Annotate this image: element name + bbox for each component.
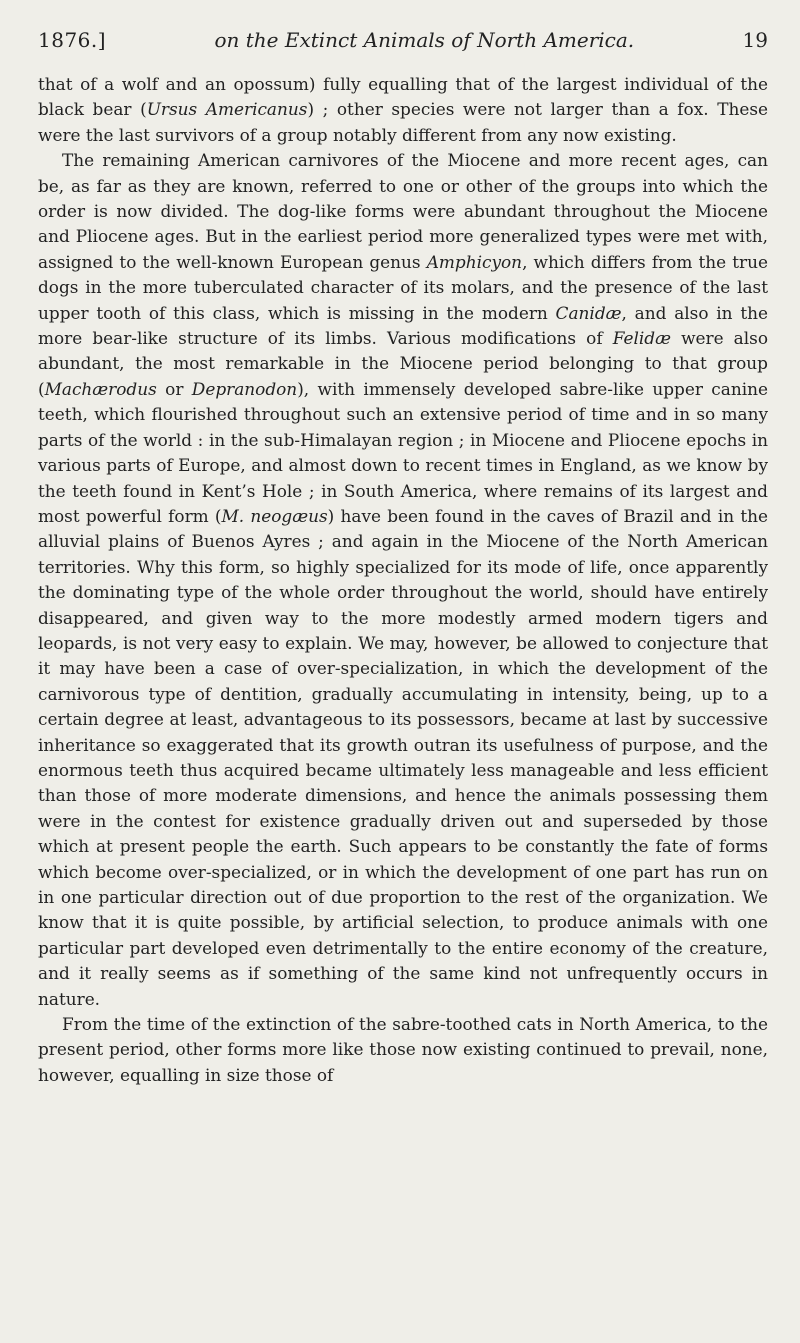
italic-text: Machærodus	[44, 378, 157, 399]
paragraph	[38, 72, 768, 148]
text-run: ) have been found in the caves of Brazil and in the alluvial plains of Buenos Ayres ; and again in the Miocene of the North American territories. Why this form, so highly specialized for its mode of life, once apparently the dominating type of the whole order throughout the world, should have entirely disappeared, and given way to the more modestly armed modern tigers and leopards, is not very easy to explain. We may, however, be allowed to conjecture that it may have been a case of over-specialization, in which the development of the carnivorous type of dentition, gradually accumulating in intensity, being, up to a certain degree at least, advantageous to its possessors, became at last by successive inheritance so exaggerated that its growth outran its usefulness of purpose, and the enormous teeth thus acquired became ultimately less manageable and less efficient than those of more moderate dimensions, and hence the animals possessing them were in the contest for existence gradually driven out and superseded by those which at present people the earth. Such appears to be constantly the fate of forms which become over-specialized, or in which the development of one part has run on in one particular direction out of due proportion to the rest of the organization. We know that it is quite possible, by artificial selection, to produce animals with one particular part developed even detrimentally to the entire economy of the creature, and it really seems as if something of the same kind not unfrequently occurs in nature.	[38, 505, 769, 1009]
running-header	[38, 28, 768, 68]
header-year: 1876.]	[38, 28, 107, 52]
body-text	[38, 72, 768, 1088]
document-page	[38, 28, 768, 1088]
text-run: From the time of the extinction of the sabre-toothed cats in North America, to the present period, other forms more like those now existing continued to prevail, none, however, equalling in size those of	[38, 1014, 768, 1085]
text-run: ) ; other species were not larger than a fox. These were the last survivors of a group notably different from any now existing.	[38, 99, 768, 145]
paragraph	[38, 148, 768, 1012]
header-title: on the Extinct Animals of North America.	[214, 28, 635, 52]
text-run: ), with immensely developed sabre-like upper canine teeth, which flourished throughout such an extensive period of time and in so many parts of the world : in the sub-Himalayan region ; in Miocene and Pliocene epochs in various parts of Europe, and almost down to recent times in England, as we know by the teeth found in Kent’s Hole ; in South America, where remains of its largest and most powerful form (	[38, 378, 768, 526]
text-run: that of a wolf and an opossum) fully equalling that of the largest individual of the black bear (	[38, 74, 768, 120]
text-run: The remaining American carnivores of the Miocene and more recent ages, can be, as far as they are known, referred to one or other of the groups into which the order is now divided. The dog-like forms were abundant throughout the Miocene and Pliocene ages. But in the earliest period more generalized types were met with, assigned to the well-known European genus	[38, 150, 768, 272]
italic-text: Felidæ	[612, 328, 671, 349]
italic-text: Depranodon	[191, 378, 298, 399]
paragraph	[38, 1012, 768, 1088]
text-run: were also abundant, the most remarkable in the Miocene period belonging to that group (	[38, 328, 768, 399]
italic-text: Canidæ	[555, 302, 622, 323]
text-run: , which differs from the true dogs in the more tuberculated character of its molars, and the presence of the last upper tooth of this class, which is missing in the modern	[38, 251, 768, 323]
italic-text: M. neogæus	[221, 505, 328, 526]
italic-text: Amphicyon	[426, 251, 523, 272]
text-run: or	[156, 378, 192, 399]
text-run: , and also in the more bear-like structure of its limbs. Various modifications of	[38, 302, 768, 349]
page-number: 19	[742, 28, 768, 52]
italic-text: Ursus Americanus	[146, 99, 308, 120]
